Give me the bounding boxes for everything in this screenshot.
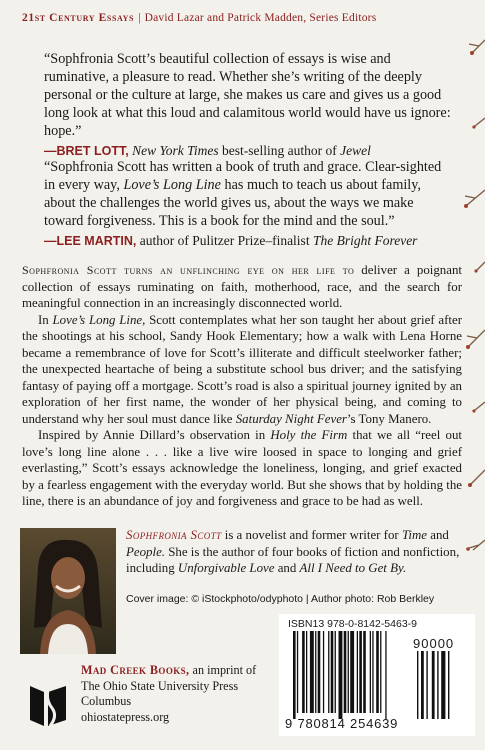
press-url: ohiostatepress.org xyxy=(81,709,170,724)
barcode-bar xyxy=(385,631,386,719)
barcode-bar xyxy=(318,631,321,713)
barcode-bar xyxy=(293,631,296,719)
blurb-work: Jewel xyxy=(340,143,371,158)
description-paragraph: Sophfronia Scott turns an unflinching eye on her life to deliver a poignant collection of essays ruminating on faith, motherhood, race, and the search for meaningful connection in an increasingly disconnected world. xyxy=(22,263,462,310)
book-description xyxy=(22,262,462,510)
press-city: Columbus xyxy=(81,694,132,708)
author-photo xyxy=(20,528,116,654)
imprint-name: Mad Creek Books, xyxy=(81,663,190,677)
series-name: 21st Century Essays xyxy=(22,12,135,24)
author-bio: Sophfronia Scott is a novelist and former writer for Time and People. She is the author of four books of fiction and nonfiction, including Unforgivable Love and All I Need to Get By. xyxy=(126,528,460,575)
barcode-bar xyxy=(323,631,324,713)
press-name: The Ohio State University Press xyxy=(81,678,239,693)
barcode-addon-bar xyxy=(448,651,449,719)
barcode-bar xyxy=(350,631,354,713)
barcode-addon-bar xyxy=(417,651,418,719)
blurb-attribution xyxy=(44,232,454,250)
author-name: Sophfronia Scott xyxy=(126,528,222,542)
barcode-addon-bar xyxy=(426,651,427,719)
blurb-credential-italic: New York Times xyxy=(132,143,219,158)
barcode-bar xyxy=(357,631,358,713)
barcode-price-code: 90000 xyxy=(413,636,455,651)
barcode-bar xyxy=(339,631,343,719)
series-editors: David Lazar and Patrick Madden, Series Editors xyxy=(144,12,377,24)
series-header xyxy=(22,12,376,24)
barcode-bar xyxy=(380,631,381,713)
barcode-addon-bar xyxy=(421,651,424,719)
blurb-credential: author of Pulitzer Prize–finalist xyxy=(136,233,313,248)
blurb-text: “Sophfronia Scott’s beautiful collection of essays is wise and ruminative, a pleasure to read. Whether she’s writing of the deeply personal or the culture at large, she makes us care and gives us a good long look at what this loud and calamitous world would have us ignore: hope.” xyxy=(44,51,451,139)
barcode-bar xyxy=(348,631,349,713)
barcode-bar xyxy=(306,631,307,713)
isbn-label: ISBN13 978-0-8142-5463-9 xyxy=(288,618,418,630)
image-credits: Cover image: © iStockphoto/odyphoto | Author photo: Rob Berkley xyxy=(126,593,435,605)
blurb-bret-lott xyxy=(44,50,454,160)
barcode-bar xyxy=(302,631,305,713)
blurb-work: The Bright Forever xyxy=(312,233,418,248)
barcode-bar xyxy=(363,631,366,713)
mad-creek-books-logo xyxy=(28,680,68,728)
barcode-bar xyxy=(328,631,329,713)
barcode-digits: 9 780814 254639 xyxy=(285,716,399,731)
description-paragraph: In Love’s Long Line, Scott contemplates what her son taught her about grief after the shootings at his school, Sandy Hook Elementary; how a walk with Lena Horne became a remembrance of love for Scott’s illiterate and difficult steelworker father; the unexpected heartache of being a substitute school bus driver; and the satisfying fantasy of paying off a mortgage. Scott’s road is also a spiritual journey ignited by an exploration of her first name, the wonder of her physical being, and coming to understand why her soul must dance like Saturday Night Fever’s Tony Manero. xyxy=(22,312,463,426)
barcode-bar xyxy=(335,631,336,713)
barcode-bar xyxy=(344,631,347,713)
barcode-addon-bar xyxy=(437,651,438,719)
blurb-author: —BRET LOTT, xyxy=(44,144,129,158)
series-separator: | xyxy=(138,12,141,24)
blurb-author: —LEE MARTIN, xyxy=(44,234,137,248)
blurb-credential: best-selling author of xyxy=(218,143,341,158)
barcode-addon-bar xyxy=(441,651,445,719)
barcode-bar xyxy=(372,631,373,713)
barcode-addon-bar xyxy=(432,651,435,719)
publisher-info: Mad Creek Books, an imprint of The Ohio State University Press Columbus ohiostatepress.org xyxy=(81,663,257,724)
barcode-bar xyxy=(331,631,334,713)
blurb-lee-martin xyxy=(44,158,454,250)
barcode-bar xyxy=(359,631,362,713)
barcode-box xyxy=(279,614,475,736)
barcode-bar xyxy=(315,631,316,713)
barcode-bar xyxy=(376,631,379,713)
barcode-bar xyxy=(297,631,298,713)
description-paragraph: Inspired by Annie Dillard’s observation in Holy the Firm that we all “reel out love’s long line alone . . . like a live wire loosed in space to longing and grief everlasting,” Scott’s essays acknowledge the loneliness, longing, and grief exacted by a fearless engagement with the everyday world. But she shows that by holding the line, there is an abundance of joy and forgiveness and grace to be had as well. xyxy=(22,428,462,508)
barcode-bar xyxy=(370,631,371,713)
barcode-bar xyxy=(310,631,314,713)
blurb-text: “Sophfronia Scott has written a book of truth and grace. Clear-sighted in every way, Love’s Long Line has much to teach us about family, about the challenges the world gives us, about the ways we make toward forgiveness. This is a book for the mind and the soul.” xyxy=(44,159,442,229)
